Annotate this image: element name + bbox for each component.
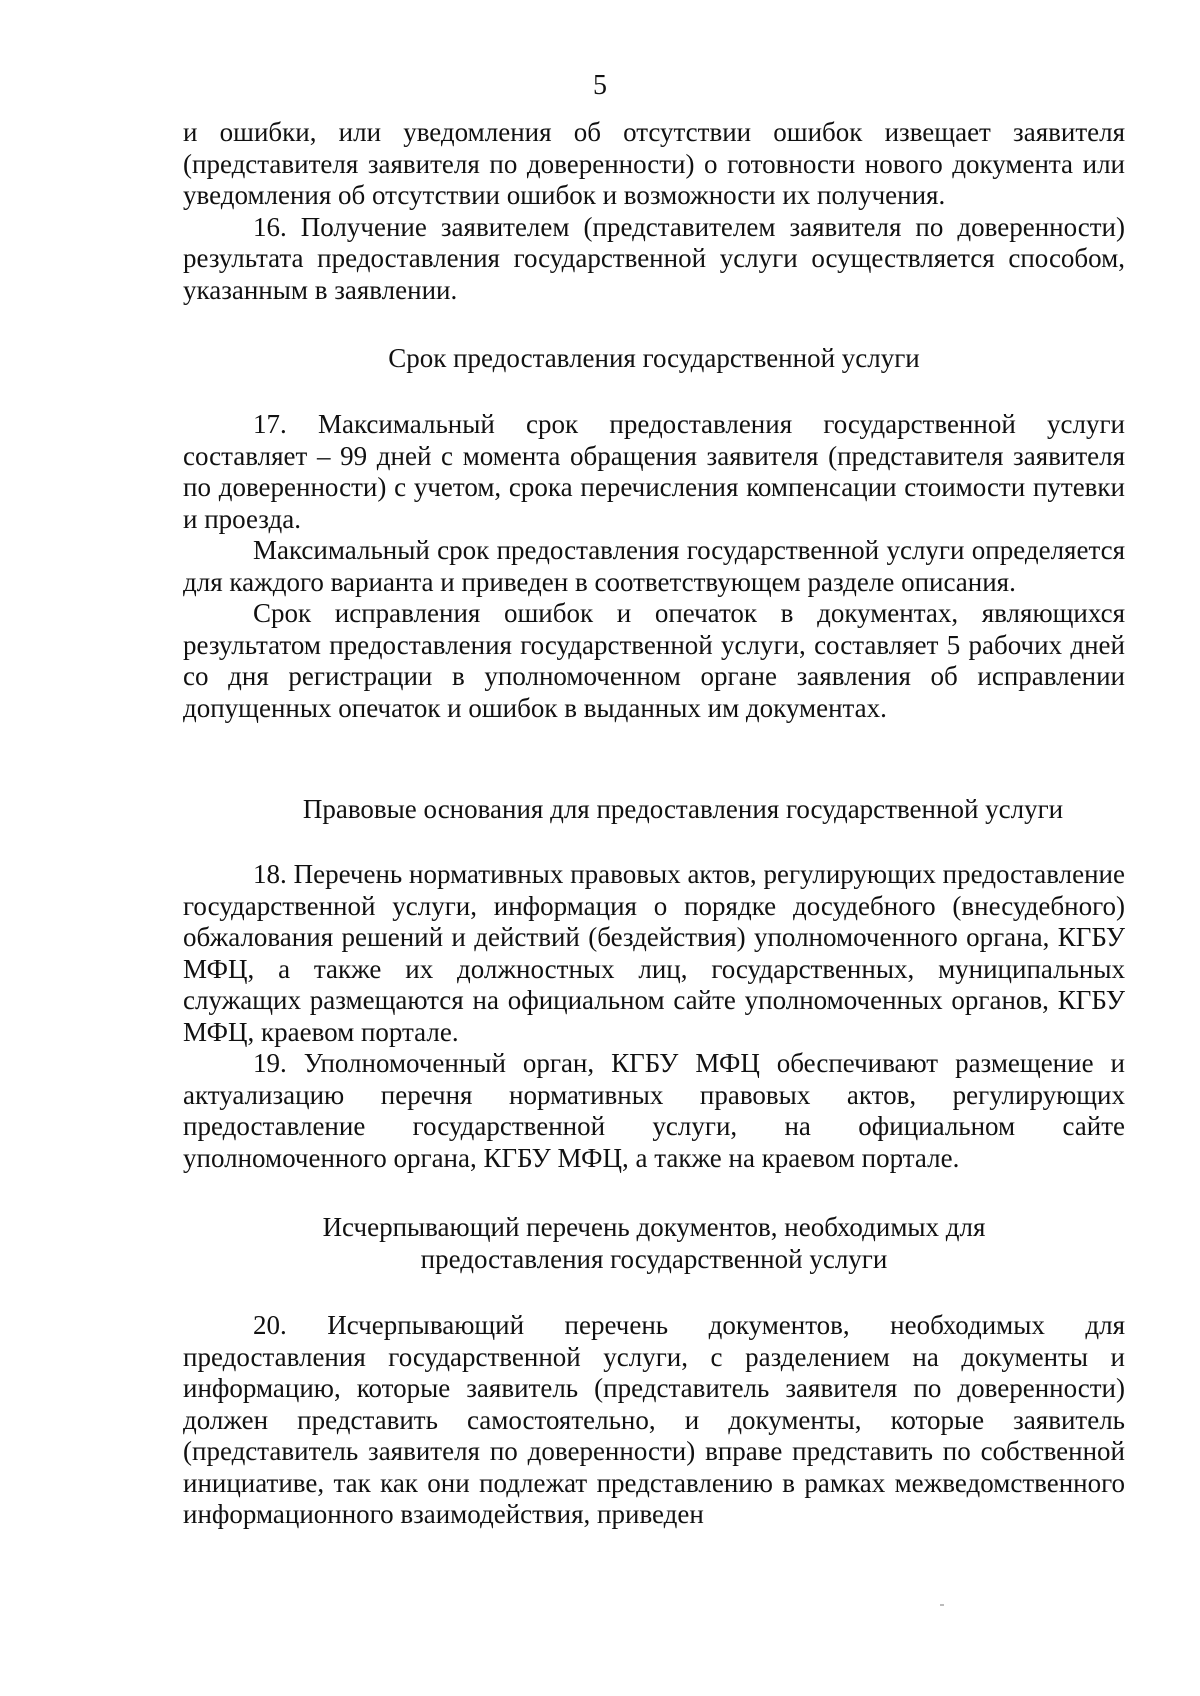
heading-text: Срок предоставления государственной услуги	[388, 343, 920, 373]
heading-text: Правовые основания для предоставления государственной услуги	[302, 794, 1064, 824]
page-number: 5	[593, 70, 607, 101]
section-heading-legal-basis	[183, 794, 1183, 826]
paragraph-17-max-term: Максимальный срок предоставления государственной услуги определяется для каждого варианта и приведен в соответствующем разделе описания.	[183, 535, 1125, 597]
paragraph-18: 18. Перечень нормативных правовых актов, регулирующих предоставление государственной услуги, информация о порядке досудебного (внесудебного) обжалования решений и действий (бездействия) уполномоченного органа, КГБУ МФЦ, а также их должностных лиц, государственных, муниципальных служащих размещаются на официальном сайте уполномоченных органов, КГБУ МФЦ, краевом портале.	[183, 859, 1125, 1047]
section-intro	[183, 117, 1125, 306]
paragraph-17-correction-term: Срок исправления ошибок и опечаток в документах, являющихся результатом предоставления государственной услуги, составляет 5 рабочих дней со дня регистрации в уполномоченном органе заявления об исправлении допущенных опечаток и ошибок в выданных им документах.	[183, 598, 1125, 723]
section-documents	[183, 1310, 1125, 1531]
section-heading-documents	[183, 1212, 1125, 1275]
section-legal-basis	[183, 859, 1125, 1174]
section-heading-term	[183, 343, 1125, 375]
paragraph-16: 16. Получение заявителем (представителем заявителя по доверенности) результата предоставления государственной услуги осуществляется способом, указанным в заявлении.	[183, 211, 1125, 305]
paragraph-continuation: и ошибки, или уведомления об отсутствии ошибок извещает заявителя (представителя заявителя по доверенности) о готовности нового документа или уведомления об отсутствии ошибок и возможности их получения.	[183, 117, 1125, 210]
paragraph-17: 17. Максимальный срок предоставления государственной услуги составляет – 99 дней с момента обращения заявителя (представителя заявителя по доверенности) с учетом, срока перечисления компенсации стоимости путевки и проезда.	[183, 409, 1125, 534]
scan-artifact	[940, 1604, 944, 1606]
heading-line-1: Исчерпывающий перечень документов, необходимых для	[322, 1212, 986, 1242]
section-term	[183, 409, 1125, 724]
heading-line-2: предоставления государственной услуги	[420, 1243, 888, 1274]
paragraph-19: 19. Уполномоченный орган, КГБУ МФЦ обеспечивают размещение и актуализацию перечня нормативных правовых актов, регулирующих предоставление государственной услуги, на официальном сайте уполномоченного органа, КГБУ МФЦ, а также на краевом портале.	[183, 1048, 1125, 1173]
paragraph-20: 20. Исчерпывающий перечень документов, необходимых для предоставления государственной услуги, с разделением на документы и информацию, которые заявитель (представитель заявителя по доверенности) должен представить самостоятельно, и документы, которые заявитель (представитель заявителя по доверенности) вправе представить по собственной инициативе, так как они подлежат представлению в рамках межведомственного информационного взаимодействия, приведен	[183, 1310, 1125, 1529]
